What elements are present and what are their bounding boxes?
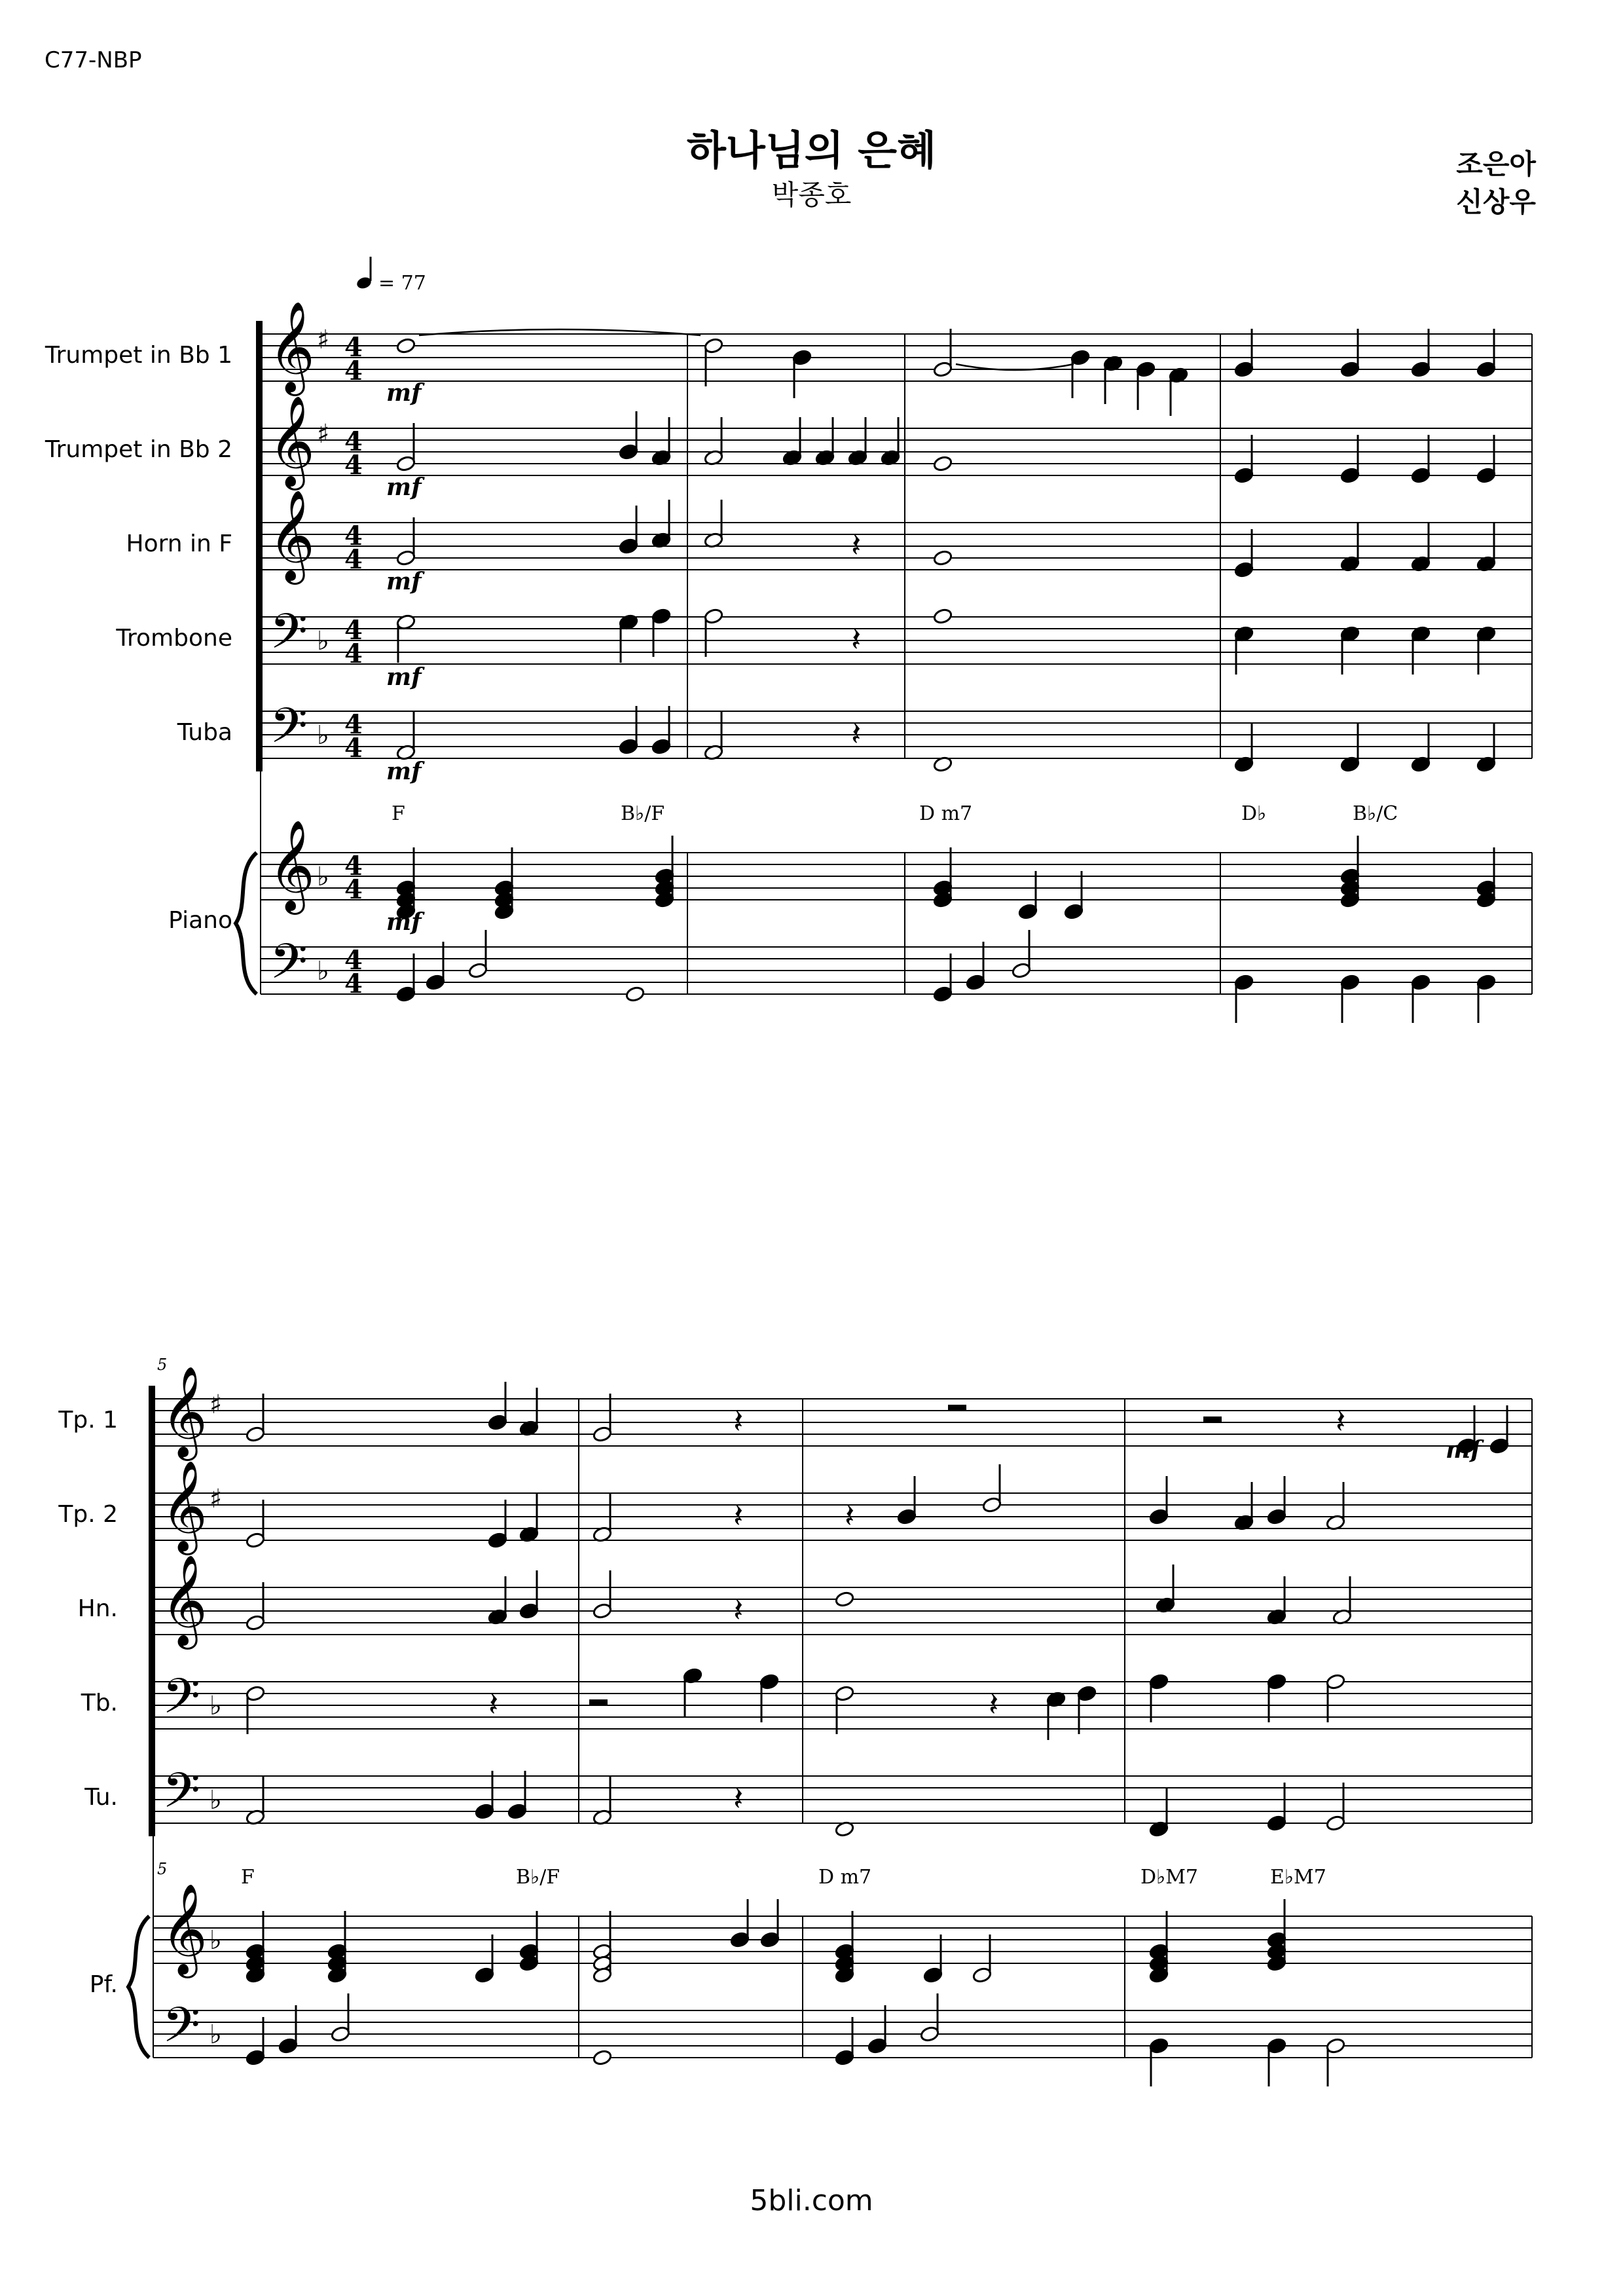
treble-clef: 𝄞 [161, 1555, 208, 1646]
composer-line: 조은아 [1456, 148, 1536, 180]
quarter-rest: 𝄽 [845, 1497, 855, 1535]
half-rest [1203, 1416, 1222, 1422]
key-signature-flat: ♭ [210, 1691, 222, 1721]
chord-symbol: F [241, 1866, 255, 1889]
key-signature-flat: ♭ [317, 720, 329, 750]
instrument-abbr-trumpet-1: Tp. 1 [58, 1407, 118, 1434]
treble-clef: 𝄞 [161, 1883, 208, 1974]
time-signature: 4 [344, 450, 363, 481]
note-head [396, 337, 416, 354]
note-head [625, 986, 646, 1003]
footer-site: 5bli.com [750, 2184, 873, 2217]
chord-symbol: E♭M7 [1270, 1866, 1326, 1889]
bass-clef: 𝄢 [270, 603, 308, 672]
time-signature: 4 [344, 426, 363, 457]
key-signature-flat: ♭ [210, 1925, 222, 1955]
quarter-rest: 𝄽 [1336, 1403, 1346, 1441]
note-head [835, 1591, 855, 1608]
time-signature: 4 [344, 332, 363, 363]
note-head [593, 2049, 613, 2066]
instrument-abbr-piano: Pf. [89, 1971, 118, 1998]
note-head [933, 455, 953, 472]
time-signature: 4 [344, 615, 363, 646]
bass-clef: 𝄢 [270, 697, 308, 766]
time-signature: 4 [344, 709, 363, 740]
time-signature: 4 [344, 733, 363, 764]
chord-symbol: B♭/C [1353, 802, 1398, 825]
key-signature-flat: ♭ [210, 1785, 222, 1815]
chord-symbol: D♭ [1241, 802, 1267, 825]
instrument-name-trumpet-2: Trumpet in Bb 2 [45, 436, 232, 463]
treble-clef: 𝄞 [161, 1460, 208, 1551]
key-signature-sharp: ♯ [317, 419, 330, 449]
tempo-value: = 77 [378, 272, 426, 295]
time-signature: 4 [344, 851, 363, 881]
key-signature-sharp: ♯ [210, 1484, 223, 1514]
note-head [933, 608, 953, 625]
quarter-rest: 𝄽 [989, 1686, 999, 1724]
instrument-name-trumpet-1: Trumpet in Bb 1 [45, 342, 232, 369]
treble-clef: 𝄞 [268, 301, 315, 392]
key-signature-flat: ♭ [317, 626, 329, 656]
instrument-name-tuba: Tuba [177, 719, 232, 746]
whole-rest [948, 1405, 966, 1411]
key-signature-flat: ♭ [210, 2020, 222, 2050]
key-signature-flat: ♭ [317, 862, 329, 892]
treble-clef: 𝄞 [268, 820, 315, 911]
time-signature: 4 [344, 521, 363, 551]
dynamic-mf: mf [386, 663, 422, 691]
dynamic-mf: mf [386, 379, 422, 407]
tempo-marking [356, 257, 426, 295]
quarter-rest: 𝄽 [733, 1403, 744, 1441]
score-code: C77-NBP [45, 47, 142, 73]
key-signature-sharp: ♯ [317, 325, 330, 355]
piano-brace [236, 853, 257, 994]
time-signature: 4 [344, 874, 363, 905]
chord-symbol: D♭M7 [1140, 1866, 1199, 1889]
time-signature: 4 [344, 969, 363, 999]
dynamic-mf: mf [386, 568, 422, 595]
song-title: 하나님의 은혜 [687, 126, 936, 174]
piano-brace [128, 1916, 149, 2058]
quarter-rest: 𝄽 [851, 527, 862, 565]
quarter-rest: 𝄽 [733, 1497, 744, 1535]
instrument-abbr-trumpet-2: Tp. 2 [58, 1501, 118, 1528]
time-signature: 4 [344, 356, 363, 386]
bass-clef: 𝄢 [270, 933, 308, 1002]
treble-clef: 𝄞 [268, 490, 315, 581]
quarter-rest: 𝄽 [851, 715, 862, 753]
treble-clef: 𝄞 [161, 1366, 208, 1457]
chord-symbol: B♭/F [621, 802, 665, 825]
chord-symbol: F [392, 802, 405, 825]
quarter-rest: 𝄽 [851, 621, 862, 659]
key-signature-flat: ♭ [317, 956, 329, 986]
time-signature: 4 [344, 945, 363, 976]
system-1 [236, 301, 1532, 1023]
half-rest [589, 1699, 608, 1705]
time-signature: 4 [344, 544, 363, 575]
chord-symbol: D m7 [818, 1866, 872, 1889]
bass-clef: 𝄢 [162, 1668, 200, 1737]
measure-number: 5 [157, 1356, 168, 1374]
measure-number: 5 [157, 1860, 168, 1878]
treble-clef: 𝄞 [268, 396, 315, 487]
system-2 [128, 1366, 1532, 2086]
instrument-name-trombone: Trombone [116, 625, 232, 652]
note-head [933, 549, 953, 566]
dynamic-mf: mf [1446, 1436, 1481, 1464]
instrument-abbr-trombone: Tb. [81, 1690, 118, 1716]
bass-clef: 𝄢 [162, 1997, 200, 2065]
instrument-abbr-tuba: Tu. [84, 1784, 118, 1811]
quarter-rest: 𝄽 [733, 1780, 744, 1818]
key-signature-sharp: ♯ [210, 1390, 223, 1420]
instrument-name-horn: Horn in F [126, 530, 232, 557]
arranger-line: 신상우 [1456, 186, 1536, 218]
song-subtitle: 박종호 [771, 179, 852, 211]
chord-symbol: D m7 [919, 802, 973, 825]
dynamic-mf: mf [386, 758, 422, 785]
instrument-name-piano: Piano [168, 907, 232, 934]
chord-symbol: B♭/F [516, 1866, 560, 1889]
bass-clef: 𝄢 [162, 1762, 200, 1831]
dynamic-mf: mf [386, 908, 422, 936]
time-signature: 4 [344, 639, 363, 669]
quarter-rest: 𝄽 [488, 1686, 499, 1724]
quarter-rest: 𝄽 [733, 1591, 744, 1629]
dynamic-mf: mf [386, 473, 422, 501]
instrument-abbr-horn: Hn. [77, 1595, 118, 1622]
score-labels [157, 379, 1484, 1889]
